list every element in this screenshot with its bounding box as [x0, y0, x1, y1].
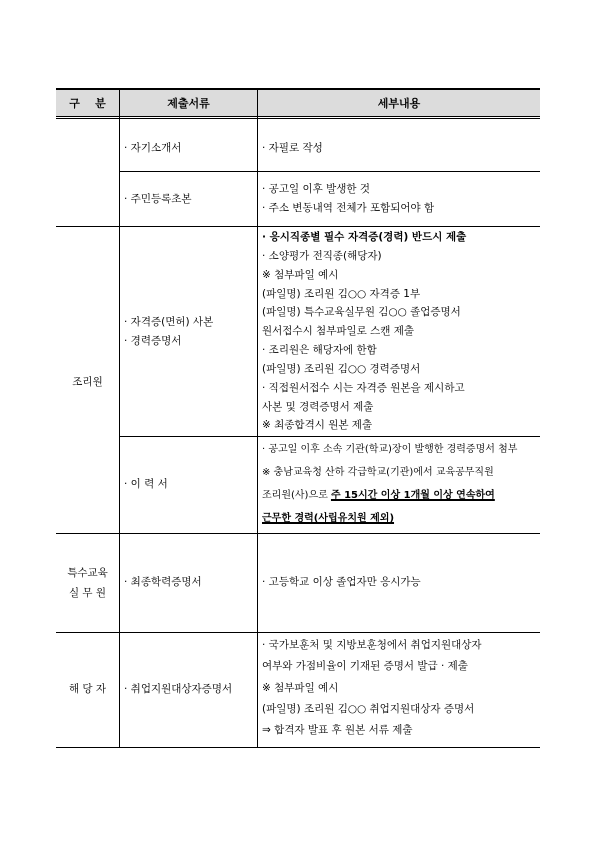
detail-line: ※ 첨부파일 예시	[262, 269, 339, 281]
detail-line: 원서접수시 첨부파일로 스캔 제출	[262, 325, 415, 337]
category-eligible: 해 당 자	[68, 683, 107, 695]
doc-license-copy: · 자격증(면허) 사본	[124, 316, 214, 328]
category-special-education: 특수교육	[67, 567, 108, 579]
header-separator	[56, 116, 540, 119]
detail-line: ⇒ 합격자 발표 후 원본 서류 제출	[262, 724, 413, 736]
column-divider	[257, 89, 258, 748]
doc-self-introduction: · 자기소개서	[124, 142, 182, 154]
doc-final-education: · 최종학력증명서	[124, 576, 202, 588]
table-bottom-border	[56, 747, 540, 748]
detail-line: 여부와 가점비율이 기재된 증명서 발급 · 제출	[262, 660, 468, 672]
detail-line: 조리원(사)으로 주 15시간 이상 1개월 이상 연속하여	[262, 490, 495, 501]
detail-line: · 자필로 작성	[262, 142, 323, 154]
detail-line: · 국가보훈처 및 지방보훈청에서 취업지원대상자	[262, 639, 482, 651]
detail-line: 사본 및 경력증명서 제출	[262, 401, 374, 413]
row-divider	[56, 533, 540, 534]
detail-line: · 직접원서접수 시는 자격증 원본을 제시하고	[262, 382, 465, 394]
detail-line: 근무한 경력(사립유치원 제외)	[262, 513, 395, 524]
doc-resume: · 이 력 서	[124, 478, 168, 490]
doc-career-certificate: · 경력증명서	[124, 335, 182, 347]
detail-line: ※ 최종합격시 원본 제출	[262, 419, 373, 431]
table-top-border	[56, 88, 540, 90]
detail-line: · 공고일 이후 발생한 것	[262, 183, 370, 195]
detail-line: (파일명) 조리원 김○○ 경력증명서	[262, 363, 421, 375]
detail-line: · 소양평가 전직종(해당자)	[262, 250, 382, 262]
detail-line: · 공고일 이후 소속 기관(학교)장이 발행한 경력증명서 첨부	[262, 444, 518, 455]
row-divider	[56, 226, 540, 227]
column-divider	[119, 89, 120, 748]
detail-line: · 조리원은 해당자에 한함	[262, 344, 377, 356]
detail-line: (파일명) 조리원 김○○ 취업지원대상자 증명서	[262, 703, 475, 715]
header-details: 세부내용	[258, 90, 540, 116]
row-divider	[56, 632, 540, 633]
detail-line: · 고등학교 이상 졸업자만 응시가능	[262, 576, 421, 588]
doc-employment-support: · 취업지원대상자증명서	[124, 683, 233, 695]
row-divider	[120, 171, 540, 172]
row-divider	[120, 436, 540, 437]
detail-line: (파일명) 특수교육실무원 김○○ 졸업증명서	[262, 306, 461, 318]
detail-line: · 응시직종별 필수 자격증(경력) 반드시 제출	[262, 231, 467, 243]
detail-line: · 주소 변동내역 전체가 포함되어야 함	[262, 202, 435, 214]
detail-line: ※ 충남교육청 산하 각급학교(기관)에서 교육공무직원	[262, 467, 494, 478]
category-special-education: 실 무 원	[68, 587, 107, 599]
header-category: 구 분	[56, 90, 119, 116]
detail-line: ※ 첨부파일 예시	[262, 682, 339, 694]
doc-resident-registration: · 주민등록초본	[124, 193, 192, 205]
header-documents: 제출서류	[120, 90, 257, 116]
highlight-requirement: 주 15시간 이상 1개월 이상 연속하여	[330, 490, 495, 501]
detail-line: (파일명) 조리원 김○○ 자격증 1부	[262, 288, 421, 300]
category-cook: 조리원	[72, 376, 103, 388]
